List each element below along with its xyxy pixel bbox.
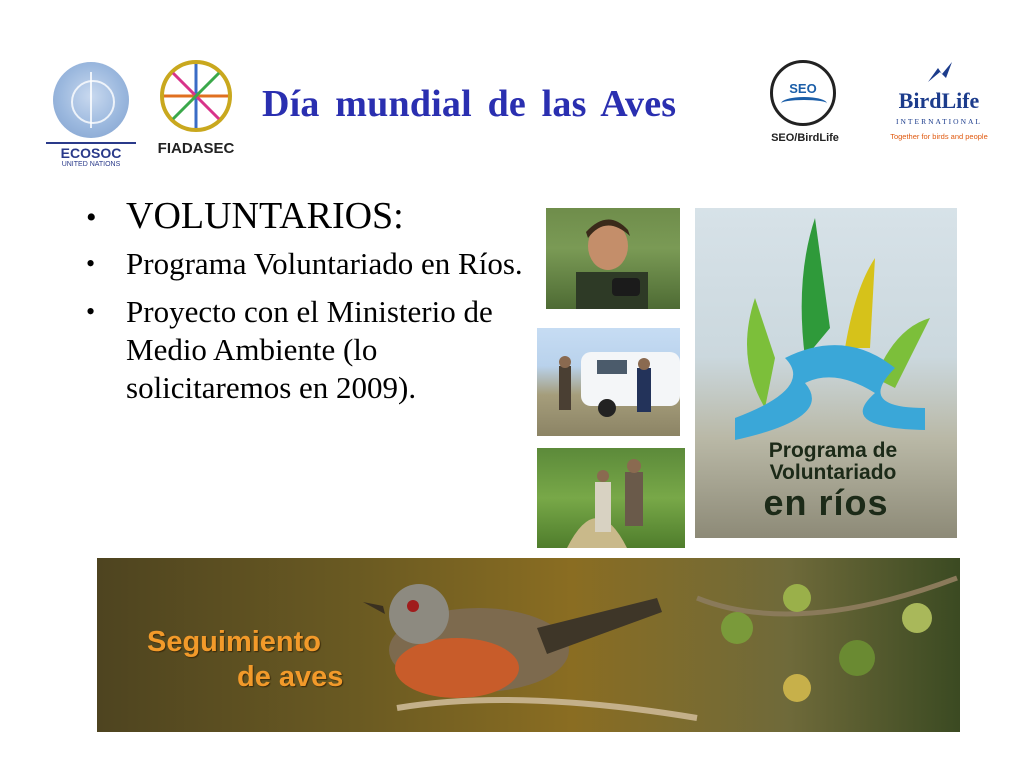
bullet-item xyxy=(84,245,524,283)
bird-monitoring-banner xyxy=(97,558,960,732)
page-title: Día mundial de las Aves xyxy=(262,83,677,125)
volunteers-van-photo xyxy=(537,328,680,436)
bullet-list xyxy=(84,193,524,417)
seo-birdlife-logo xyxy=(762,60,848,154)
bullet-dot-icon: • xyxy=(86,201,97,234)
bullet-dot-icon: • xyxy=(86,297,96,326)
ecosoc-logo xyxy=(46,62,136,172)
birdlife-tagline: Together for birds and people xyxy=(890,132,988,141)
birdlife-international-label: INTERNATIONAL xyxy=(896,117,982,126)
un-emblem-icon xyxy=(53,62,129,138)
poster-title: Programa de Voluntariado xyxy=(768,439,898,484)
banner-title-line2: de aves xyxy=(237,661,344,693)
seo-badge-text: SEO xyxy=(789,81,817,96)
seo-label: SEO/BirdLife xyxy=(771,132,839,144)
bullet-text: Proyecto con el Ministerio de Medio Ambiente (lo solicitaremos en 2009). xyxy=(126,294,493,405)
bullet-text: Programa Voluntariado en Ríos. xyxy=(126,246,523,281)
volunteers-field-photo xyxy=(537,448,685,548)
fiadasec-label: FIADASEC xyxy=(157,140,235,157)
ecosoc-sublabel: UNITED NATIONS xyxy=(61,161,121,168)
ecosoc-label: ECOSOC xyxy=(46,142,136,161)
bullet-text: VOLUNTARIOS: xyxy=(126,195,404,237)
volunteer-binoculars-photo xyxy=(546,208,680,309)
fiadasec-logo xyxy=(148,58,244,162)
birdlife-logo xyxy=(874,60,1004,152)
bird-icon xyxy=(926,60,954,86)
poster-subtitle: en ríos xyxy=(763,482,889,523)
seo-emblem-icon xyxy=(770,60,836,126)
bullet-item xyxy=(84,193,524,239)
bullet-item xyxy=(84,293,524,407)
fiadasec-emblem-icon xyxy=(158,58,234,134)
birdlife-label: BirdLife xyxy=(898,88,980,113)
banner-title-line1: Seguimiento xyxy=(147,626,322,658)
bullet-dot-icon: • xyxy=(86,249,96,278)
voluntariado-rios-poster xyxy=(695,208,957,538)
